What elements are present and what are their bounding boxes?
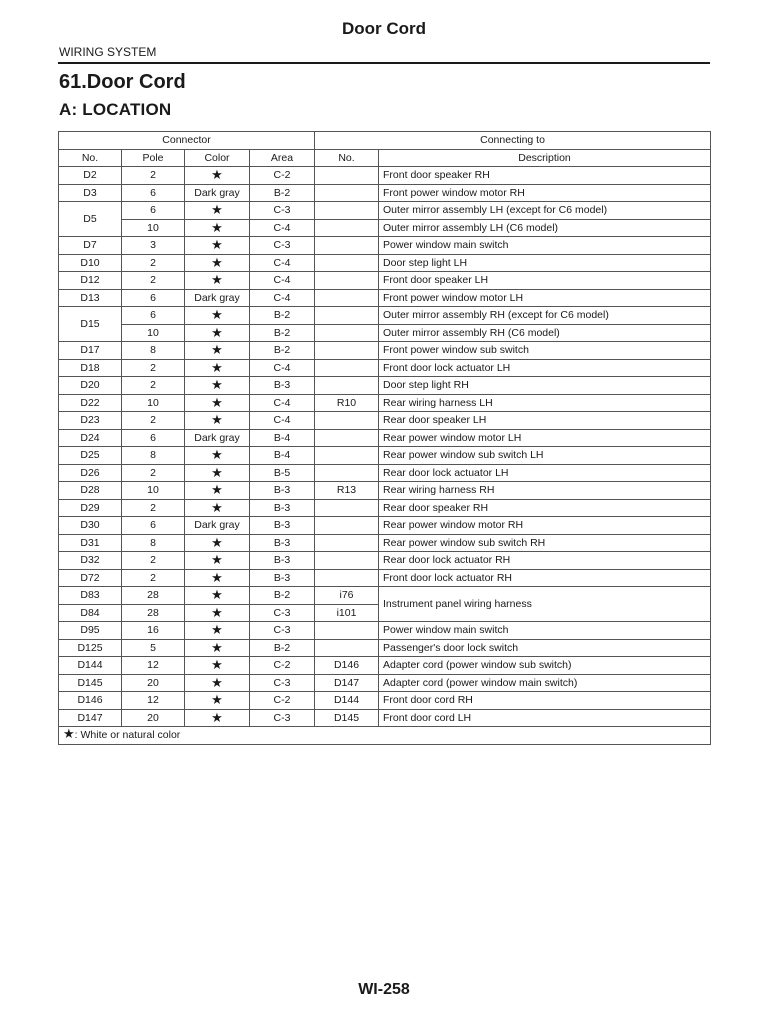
cell-connecting-no <box>315 254 379 272</box>
cell-connecting-no <box>315 219 379 237</box>
cell-pole: 10 <box>122 219 185 237</box>
cell-area: C-3 <box>250 709 315 727</box>
table-footnote <box>59 727 711 745</box>
cell-area: C-4 <box>250 412 315 430</box>
cell-connecting-no <box>315 324 379 342</box>
cell-area: B-2 <box>250 587 315 605</box>
cell-area: C-4 <box>250 394 315 412</box>
table-row <box>59 324 711 342</box>
header-rule <box>58 62 710 64</box>
cell-connector-no: D84 <box>59 604 122 622</box>
page-number: WI-258 <box>358 981 410 998</box>
cell-connector-no: D95 <box>59 622 122 640</box>
cell-connecting-no <box>315 534 379 552</box>
cell-color-star-icon: ★ <box>185 219 250 237</box>
cell-pole: 2 <box>122 412 185 430</box>
cell-pole: 3 <box>122 237 185 255</box>
cell-pole: 28 <box>122 587 185 605</box>
cell-connector-no: D12 <box>59 272 122 290</box>
cell-color-star-icon: ★ <box>185 587 250 605</box>
cell-connecting-no <box>315 569 379 587</box>
cell-connector-no: D28 <box>59 482 122 500</box>
column-header-no: No. <box>59 149 122 167</box>
table-row <box>59 412 711 430</box>
cell-area: C-4 <box>250 359 315 377</box>
table-row <box>59 552 711 570</box>
cell-pole: 2 <box>122 359 185 377</box>
table-row <box>59 394 711 412</box>
connector-table <box>58 131 711 745</box>
cell-description: Rear power window motor RH <box>379 517 711 535</box>
cell-connecting-no <box>315 289 379 307</box>
cell-pole: 6 <box>122 307 185 325</box>
cell-connecting-no <box>315 184 379 202</box>
cell-pole: 2 <box>122 377 185 395</box>
cell-color-star-icon: ★ <box>185 377 250 395</box>
cell-area: B-2 <box>250 639 315 657</box>
cell-connector-no: D146 <box>59 692 122 710</box>
cell-pole: 2 <box>122 499 185 517</box>
cell-color-star-icon: ★ <box>185 552 250 570</box>
cell-area: C-3 <box>250 622 315 640</box>
cell-description: Rear power window sub switch RH <box>379 534 711 552</box>
cell-area: B-2 <box>250 342 315 360</box>
cell-connecting-no: R10 <box>315 394 379 412</box>
cell-description: Front power window sub switch <box>379 342 711 360</box>
cell-connector-no: D32 <box>59 552 122 570</box>
cell-color-star-icon: ★ <box>185 324 250 342</box>
cell-area: C-2 <box>250 657 315 675</box>
cell-connecting-no <box>315 307 379 325</box>
cell-area: B-2 <box>250 324 315 342</box>
cell-pole: 20 <box>122 674 185 692</box>
cell-pole: 10 <box>122 482 185 500</box>
cell-area: C-4 <box>250 219 315 237</box>
column-header-description: Description <box>379 149 711 167</box>
table-row <box>59 639 711 657</box>
cell-connector-no: D5 <box>59 202 122 237</box>
cell-description: Outer mirror assembly LH (C6 model) <box>379 219 711 237</box>
cell-area: B-3 <box>250 552 315 570</box>
table-row <box>59 692 711 710</box>
group-header-connector: Connector <box>59 132 315 150</box>
table-row <box>59 184 711 202</box>
cell-connector-no: D144 <box>59 657 122 675</box>
cell-connecting-no <box>315 517 379 535</box>
cell-connecting-no <box>315 237 379 255</box>
cell-pole: 2 <box>122 464 185 482</box>
cell-connector-no: D22 <box>59 394 122 412</box>
cell-description: Front door cord LH <box>379 709 711 727</box>
cell-connecting-no <box>315 464 379 482</box>
cell-description: Instrument panel wiring harness <box>379 587 711 622</box>
cell-color-star-icon: ★ <box>185 307 250 325</box>
table-row <box>59 587 711 605</box>
cell-connecting-no <box>315 167 379 185</box>
table-row <box>59 569 711 587</box>
cell-area: C-2 <box>250 167 315 185</box>
table-body <box>59 167 711 727</box>
cell-color-star-icon: ★ <box>185 202 250 220</box>
section-label: WIRING SYSTEM <box>59 45 157 59</box>
cell-color: Dark gray <box>185 517 250 535</box>
cell-pole: 10 <box>122 394 185 412</box>
cell-connecting-no <box>315 447 379 465</box>
cell-connector-no: D10 <box>59 254 122 272</box>
table-row <box>59 342 711 360</box>
cell-connector-no: D31 <box>59 534 122 552</box>
cell-area: B-2 <box>250 307 315 325</box>
cell-connector-no: D20 <box>59 377 122 395</box>
table-row <box>59 289 711 307</box>
cell-area: B-2 <box>250 184 315 202</box>
star-icon: ★ <box>63 726 75 742</box>
cell-color-star-icon: ★ <box>185 674 250 692</box>
cell-area: C-2 <box>250 692 315 710</box>
cell-pole: 6 <box>122 184 185 202</box>
running-title: Door Cord <box>341 19 427 38</box>
column-header-area: Area <box>250 149 315 167</box>
cell-connecting-no: D145 <box>315 709 379 727</box>
cell-area: B-3 <box>250 377 315 395</box>
cell-description: Front door lock actuator LH <box>379 359 711 377</box>
cell-color-star-icon: ★ <box>185 639 250 657</box>
cell-connector-no: D17 <box>59 342 122 360</box>
cell-area: B-3 <box>250 517 315 535</box>
cell-area: B-4 <box>250 429 315 447</box>
table-row <box>59 657 711 675</box>
cell-color-star-icon: ★ <box>185 657 250 675</box>
chapter-title: 61.Door Cord <box>59 71 186 93</box>
cell-connector-no: D13 <box>59 289 122 307</box>
cell-connecting-no: D144 <box>315 692 379 710</box>
cell-description: Front power window motor RH <box>379 184 711 202</box>
table-row <box>59 482 711 500</box>
cell-connector-no: D29 <box>59 499 122 517</box>
cell-pole: 6 <box>122 202 185 220</box>
cell-pole: 6 <box>122 517 185 535</box>
cell-color-star-icon: ★ <box>185 709 250 727</box>
cell-area: B-3 <box>250 569 315 587</box>
cell-description: Adapter cord (power window main switch) <box>379 674 711 692</box>
cell-description: Rear wiring harness RH <box>379 482 711 500</box>
cell-color-star-icon: ★ <box>185 534 250 552</box>
cell-description: Rear door speaker RH <box>379 499 711 517</box>
cell-area: C-4 <box>250 254 315 272</box>
table-row <box>59 447 711 465</box>
cell-connecting-no: R13 <box>315 482 379 500</box>
cell-color: Dark gray <box>185 184 250 202</box>
cell-area: B-4 <box>250 447 315 465</box>
cell-description: Front door speaker LH <box>379 272 711 290</box>
cell-connector-no: D15 <box>59 307 122 342</box>
cell-description: Adapter cord (power window sub switch) <box>379 657 711 675</box>
cell-color-star-icon: ★ <box>185 482 250 500</box>
cell-color-star-icon: ★ <box>185 464 250 482</box>
cell-connector-no: D147 <box>59 709 122 727</box>
table-row <box>59 272 711 290</box>
cell-connector-no: D30 <box>59 517 122 535</box>
cell-connector-no: D24 <box>59 429 122 447</box>
cell-description: Front door speaker RH <box>379 167 711 185</box>
cell-connector-no: D26 <box>59 464 122 482</box>
cell-connecting-no <box>315 377 379 395</box>
cell-pole: 2 <box>122 569 185 587</box>
table-row <box>59 219 711 237</box>
cell-color: Dark gray <box>185 289 250 307</box>
table-row <box>59 429 711 447</box>
cell-pole: 2 <box>122 167 185 185</box>
cell-description: Outer mirror assembly RH (except for C6 model) <box>379 307 711 325</box>
cell-area: C-3 <box>250 674 315 692</box>
column-header-color: Color <box>185 149 250 167</box>
cell-description: Rear door speaker LH <box>379 412 711 430</box>
cell-description: Passenger's door lock switch <box>379 639 711 657</box>
table-row <box>59 709 711 727</box>
cell-pole: 10 <box>122 324 185 342</box>
table-row <box>59 237 711 255</box>
cell-connecting-no <box>315 272 379 290</box>
cell-pole: 2 <box>122 254 185 272</box>
table-row <box>59 622 711 640</box>
cell-pole: 6 <box>122 289 185 307</box>
cell-pole: 8 <box>122 342 185 360</box>
cell-area: C-3 <box>250 237 315 255</box>
cell-pole: 12 <box>122 692 185 710</box>
cell-description: Rear power window sub switch LH <box>379 447 711 465</box>
table-row <box>59 254 711 272</box>
cell-connector-no: D7 <box>59 237 122 255</box>
table-row <box>59 307 711 325</box>
cell-color-star-icon: ★ <box>185 569 250 587</box>
cell-description: Front power window motor LH <box>379 289 711 307</box>
cell-connector-no: D72 <box>59 569 122 587</box>
table-row <box>59 534 711 552</box>
cell-connecting-no <box>315 342 379 360</box>
cell-pole: 28 <box>122 604 185 622</box>
cell-pole: 8 <box>122 447 185 465</box>
cell-connecting-no: D147 <box>315 674 379 692</box>
table-row <box>59 464 711 482</box>
cell-description: Outer mirror assembly LH (except for C6 model) <box>379 202 711 220</box>
cell-pole: 8 <box>122 534 185 552</box>
cell-description: Door step light LH <box>379 254 711 272</box>
cell-connector-no: D145 <box>59 674 122 692</box>
cell-connecting-no <box>315 639 379 657</box>
table-row <box>59 499 711 517</box>
cell-connector-no: D83 <box>59 587 122 605</box>
cell-connecting-no <box>315 622 379 640</box>
cell-pole: 2 <box>122 272 185 290</box>
cell-color-star-icon: ★ <box>185 272 250 290</box>
cell-description: Power window main switch <box>379 237 711 255</box>
cell-area: C-4 <box>250 289 315 307</box>
cell-description: Outer mirror assembly RH (C6 model) <box>379 324 711 342</box>
sub-title: A: LOCATION <box>59 100 172 119</box>
table-row <box>59 517 711 535</box>
cell-area: C-3 <box>250 604 315 622</box>
cell-area: C-3 <box>250 202 315 220</box>
cell-description: Rear door lock actuator RH <box>379 552 711 570</box>
cell-color-star-icon: ★ <box>185 167 250 185</box>
cell-pole: 6 <box>122 429 185 447</box>
footnote-text: : White or natural color <box>74 729 181 742</box>
cell-pole: 2 <box>122 552 185 570</box>
cell-connecting-no <box>315 359 379 377</box>
cell-color-star-icon: ★ <box>185 237 250 255</box>
cell-connector-no: D25 <box>59 447 122 465</box>
cell-color-star-icon: ★ <box>185 447 250 465</box>
cell-color-star-icon: ★ <box>185 394 250 412</box>
cell-connector-no: D18 <box>59 359 122 377</box>
cell-connector-no: D125 <box>59 639 122 657</box>
cell-description: Door step light RH <box>379 377 711 395</box>
cell-area: B-3 <box>250 534 315 552</box>
cell-connector-no: D2 <box>59 167 122 185</box>
cell-color-star-icon: ★ <box>185 604 250 622</box>
cell-description: Front door lock actuator RH <box>379 569 711 587</box>
cell-color-star-icon: ★ <box>185 692 250 710</box>
cell-pole: 16 <box>122 622 185 640</box>
cell-area: B-3 <box>250 482 315 500</box>
table-row <box>59 202 711 220</box>
group-header-connecting-to: Connecting to <box>315 132 711 150</box>
cell-description: Power window main switch <box>379 622 711 640</box>
cell-connecting-no <box>315 412 379 430</box>
cell-pole: 20 <box>122 709 185 727</box>
cell-connecting-no <box>315 552 379 570</box>
cell-description: Rear wiring harness LH <box>379 394 711 412</box>
cell-color: Dark gray <box>185 429 250 447</box>
cell-color-star-icon: ★ <box>185 622 250 640</box>
table-row <box>59 674 711 692</box>
column-header-pole: Pole <box>122 149 185 167</box>
cell-connecting-no <box>315 499 379 517</box>
cell-color-star-icon: ★ <box>185 499 250 517</box>
table-row <box>59 167 711 185</box>
cell-connecting-no <box>315 202 379 220</box>
cell-connecting-no: D146 <box>315 657 379 675</box>
cell-description: Rear power window motor LH <box>379 429 711 447</box>
cell-color-star-icon: ★ <box>185 412 250 430</box>
cell-connecting-no <box>315 429 379 447</box>
cell-description: Rear door lock actuator LH <box>379 464 711 482</box>
cell-color-star-icon: ★ <box>185 342 250 360</box>
table-row <box>59 359 711 377</box>
cell-description: Front door cord RH <box>379 692 711 710</box>
cell-area: C-4 <box>250 272 315 290</box>
cell-pole: 5 <box>122 639 185 657</box>
cell-connecting-no: i101 <box>315 604 379 622</box>
cell-area: B-5 <box>250 464 315 482</box>
cell-color-star-icon: ★ <box>185 359 250 377</box>
cell-connector-no: D23 <box>59 412 122 430</box>
column-header-to-no: No. <box>315 149 379 167</box>
cell-color-star-icon: ★ <box>185 254 250 272</box>
cell-pole: 12 <box>122 657 185 675</box>
cell-connector-no: D3 <box>59 184 122 202</box>
cell-connecting-no: i76 <box>315 587 379 605</box>
cell-area: B-3 <box>250 499 315 517</box>
table-row <box>59 377 711 395</box>
